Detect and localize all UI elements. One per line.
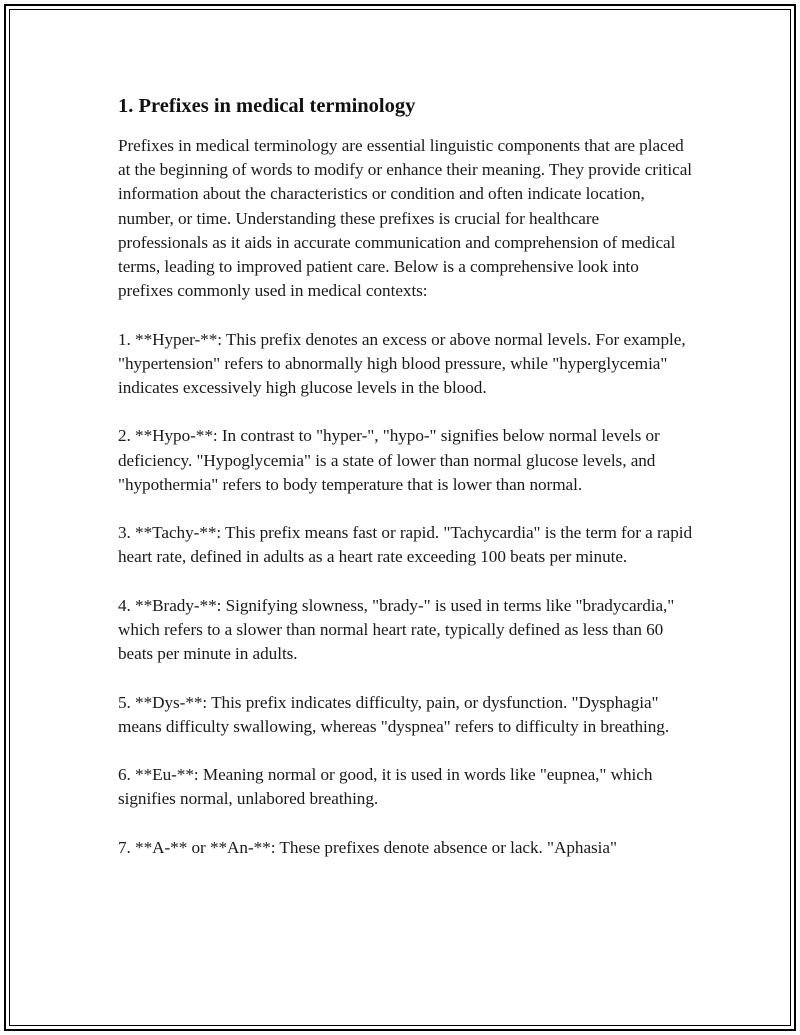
list-item-eu: 6. **Eu-**: Meaning normal or good, it is used in words like "eupnea," which signifies normal, unlabored breathing. [118, 765, 653, 809]
section-heading: 1. Prefixes in medical terminology [118, 95, 416, 117]
list-item-a-an: 7. **A-** or **An-**: These prefixes denote absence or lack. "Aphasia" [118, 837, 617, 857]
list-item-hypo: 2. **Hypo-**: In contrast to "hyper-", "hypo-" signifies below normal levels or deficiency. "Hypoglycemia" is a state of lower than normal glucose levels, and "hypothermia" refers to body temperature that is lower than normal. [118, 426, 660, 494]
intro-paragraph: Prefixes in medical terminology are essential linguistic components that are placed at the beginning of words to modify or enhance their meaning. They provide critical information about the characteristics or condition and often indicate location, number, or time. Understanding these prefixes is crucial for healthcare professionals as it aids in accurate communication and comprehension of medical terms, leading to improved patient care. Below is a comprehensive look into prefixes commonly used in medical contexts: [118, 136, 693, 301]
list-item-brady: 4. **Brady-**: Signifying slowness, "brady-" is used in terms like "bradycardia," which refers to a slower than normal heart rate, typically defined as less than 60 beats per minute in adults. [118, 595, 675, 664]
list-item-tachy: 3. **Tachy-**: This prefix means fast or rapid. "Tachycardia" is the term for a rapid heart rate, defined in adults as a heart rate exceeding 100 beats per minute. [118, 523, 693, 567]
list-item-dys: 5. **Dys-**: This prefix indicates difficulty, pain, or dysfunction. "Dysphagia" means difficulty swallowing, whereas "dyspnea" refers to difficulty in breathing. [118, 692, 670, 736]
document-body [118, 92, 693, 884]
list-item-hyper: 1. **Hyper-**: This prefix denotes an excess or above normal levels. For example, "hypertension" refers to abnormally high blood pressure, while "hyperglycemia" indicates excessively high glucose levels in the blood. [118, 329, 686, 398]
